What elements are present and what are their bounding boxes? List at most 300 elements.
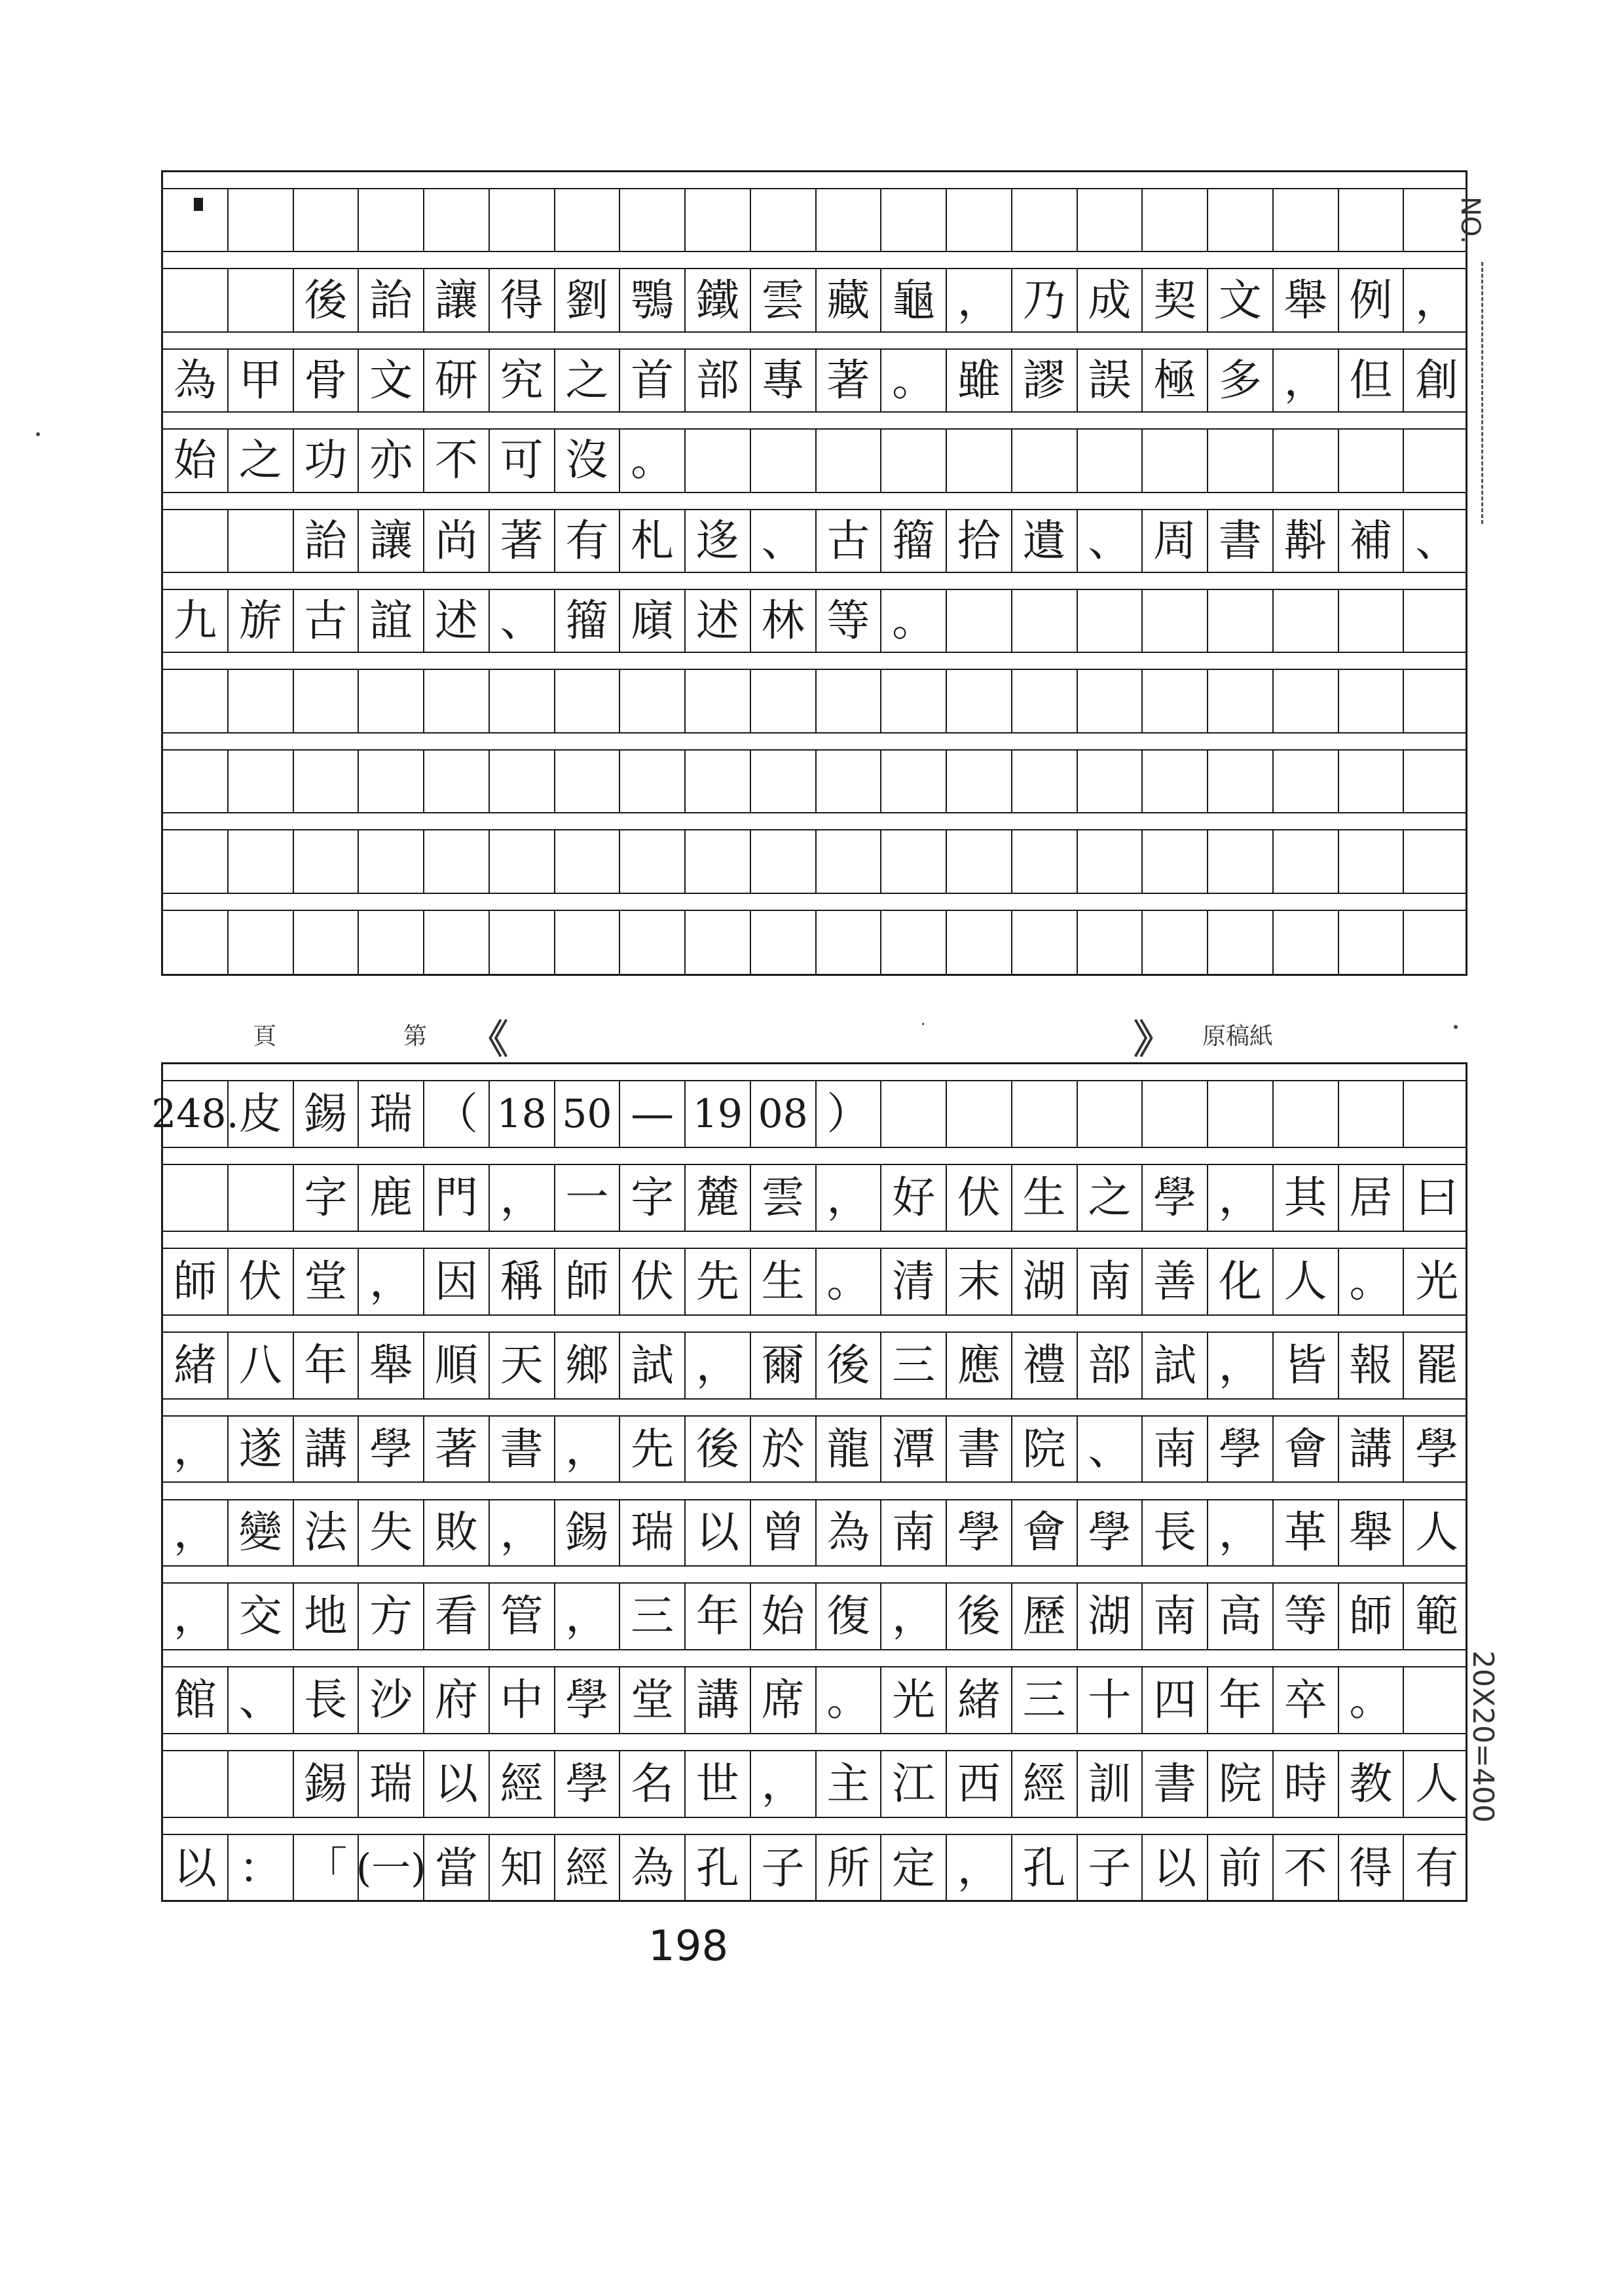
grid-cell [1078, 189, 1143, 251]
grid-cell [881, 430, 947, 491]
grid-cell: 前 [1208, 1835, 1274, 1902]
grid-cell: 誼 [359, 590, 424, 652]
grid-cell: 詒 [359, 269, 424, 331]
grid-cell: 長 [294, 1667, 360, 1733]
grid-cell: 骨 [294, 350, 360, 411]
grid-cell [424, 189, 490, 251]
grid-cell: 之 [229, 430, 294, 491]
grid-cell: 以 [163, 1835, 229, 1902]
grid-cell [1012, 189, 1078, 251]
grid-cell: 變 [229, 1500, 294, 1566]
grid-cell: 曾 [751, 1500, 817, 1566]
grid-cell: 江 [881, 1751, 947, 1817]
grid-cell: 拾 [947, 510, 1012, 572]
grid-cell [555, 189, 621, 251]
grid-cell: 以 [686, 1500, 751, 1566]
grid-cell: 居 [1339, 1165, 1405, 1231]
grid-cell: 報 [1339, 1333, 1405, 1398]
grid-cell: 試 [620, 1333, 686, 1398]
row-spacer-band [163, 333, 1466, 350]
grid-cell [229, 1751, 294, 1817]
grid-cell [1078, 911, 1143, 974]
grid-cell: 龍 [817, 1417, 882, 1482]
grid-cell [751, 830, 817, 892]
grid-cell: 契 [1143, 269, 1208, 331]
grid-cell: ， [817, 1165, 882, 1231]
grid-cell [1078, 430, 1143, 491]
grid-cell: 書 [1208, 510, 1274, 572]
grid-cell [881, 830, 947, 892]
grid-cell [1404, 911, 1469, 974]
grid-cell [620, 911, 686, 974]
grid-cell: 講 [1339, 1417, 1405, 1482]
grid-cell: 試 [1143, 1333, 1208, 1398]
grid-cell: 書 [947, 1417, 1012, 1482]
grid-row [163, 333, 1466, 413]
grid-cell: 謬 [1012, 350, 1078, 411]
grid-cell: 藏 [817, 269, 882, 331]
row-spacer-band [163, 413, 1466, 430]
grid-cell: 鐵 [686, 269, 751, 331]
grid-row [163, 1316, 1466, 1400]
grid-row [163, 894, 1466, 974]
grid-cell: 生 [751, 1249, 817, 1314]
grid-cell [947, 430, 1012, 491]
grid-cell [817, 911, 882, 974]
grid-cell: 之 [1078, 1165, 1143, 1231]
row-spacer-band [163, 573, 1466, 590]
grid-cell: ， [163, 1584, 229, 1649]
grid-cell [359, 830, 424, 892]
grid-cell: 經 [1012, 1751, 1078, 1817]
grid-cell [163, 911, 229, 974]
grid-cell: 後 [294, 269, 360, 331]
grid-cell: 。 [1339, 1667, 1405, 1733]
grid-cell: 堂 [294, 1249, 360, 1314]
grid-cell [1208, 670, 1274, 732]
grid-cell: 南 [881, 1500, 947, 1566]
grid-cell: 南 [1143, 1417, 1208, 1482]
grid-cell: ， [751, 1751, 817, 1817]
grid-cell [294, 911, 360, 974]
grid-cell: 地 [294, 1584, 360, 1649]
grid-cell [620, 751, 686, 812]
grid-row [163, 413, 1466, 493]
grid-cell: 多 [1208, 350, 1274, 411]
grid-cell [1208, 590, 1274, 652]
grid-cell: 極 [1143, 350, 1208, 411]
grid-cell [686, 911, 751, 974]
grid-cell: 述 [424, 590, 490, 652]
grid-cell: 緒 [163, 1333, 229, 1398]
grid-cell: 人 [1415, 1758, 1459, 1810]
grid-cell [163, 510, 229, 572]
grid-cell [1404, 670, 1469, 732]
grid-cell: 不 [1274, 1835, 1339, 1902]
grid-cell [490, 911, 555, 974]
grid-cell: 子 [751, 1835, 817, 1902]
grid-cell: 因 [424, 1249, 490, 1314]
grid-cell: ， [686, 1333, 751, 1398]
grid-cell: 西 [947, 1751, 1012, 1817]
grid-cell: 書 [1143, 1751, 1208, 1817]
grid-cell: 但 [1339, 350, 1405, 411]
grid-cell [947, 751, 1012, 812]
row-spacer-band [163, 894, 1466, 911]
grid-cell: 為 [620, 1835, 686, 1902]
grid-cell [490, 189, 555, 251]
grid-cell [424, 830, 490, 892]
grid-cell: 府 [424, 1667, 490, 1733]
grid-cell: 學 [1208, 1417, 1274, 1482]
grid-cell: 門 [424, 1165, 490, 1231]
grid-cell: 十 [1078, 1667, 1143, 1733]
grid-cell: 定 [881, 1835, 947, 1902]
grid-cell: 皮 [229, 1081, 294, 1147]
grid-cell: 乃 [1012, 269, 1078, 331]
grid-cell: 瑞 [359, 1751, 424, 1817]
grid-row [163, 1148, 1466, 1232]
grid-cell: 管 [490, 1584, 555, 1649]
grid-cell: 時 [1274, 1751, 1339, 1817]
grid-cell [1012, 830, 1078, 892]
grid-cell [229, 670, 294, 732]
grid-cell: 世 [686, 1751, 751, 1817]
grid-cell [817, 189, 882, 251]
grid-cell: 年 [686, 1584, 751, 1649]
grid-cell [1274, 670, 1339, 732]
grid-cell [686, 670, 751, 732]
grid-cell: 卒 [1274, 1667, 1339, 1733]
grid-cell: 光 [881, 1667, 947, 1733]
row-spacer-band [163, 1818, 1466, 1835]
grid-cell: 有 [555, 510, 621, 572]
grid-cell [163, 269, 229, 331]
grid-cell: 、 [229, 1667, 294, 1733]
grid-cell: 院 [1012, 1417, 1078, 1482]
grid-row [163, 1232, 1466, 1316]
grid-cell: 學 [359, 1417, 424, 1482]
grid-size-label: 20X20=400 [1466, 1650, 1500, 1823]
row-spacer-band [163, 1316, 1466, 1333]
grid-cell: ： [229, 1835, 294, 1902]
grid-row [151, 1064, 1466, 1148]
grid-cell [1012, 430, 1078, 491]
grid-cell [1143, 911, 1208, 974]
grid-cell [229, 269, 294, 331]
grid-cell [1404, 830, 1469, 892]
grid-cell: 鹿 [359, 1165, 424, 1231]
grid-cell: 人 [1274, 1249, 1339, 1314]
grid-cell: 等 [1274, 1584, 1339, 1649]
grid-row [163, 1818, 1466, 1902]
grid-cell: 南 [1078, 1249, 1143, 1314]
page-label: 頁 [253, 1023, 277, 1050]
grid-cell: 範 [1415, 1591, 1459, 1642]
row-spacer-band [163, 1650, 1466, 1667]
grid-cell [1208, 911, 1274, 974]
grid-cell [1339, 1081, 1405, 1147]
grid-cell: 。 [817, 1667, 882, 1733]
grid-cell [1143, 751, 1208, 812]
paper-label: 原稿紙 [1202, 1023, 1274, 1050]
grid-cell: 高 [1208, 1584, 1274, 1649]
grid-cell: 古 [294, 590, 360, 652]
row-spacer-band [163, 1400, 1466, 1417]
grid-cell [1404, 430, 1469, 491]
grid-cell: 08 [751, 1081, 817, 1147]
grid-cell [1078, 751, 1143, 812]
grid-cell: 伏 [620, 1249, 686, 1314]
grid-cell [881, 751, 947, 812]
grid-cell [294, 189, 360, 251]
grid-cell [686, 189, 751, 251]
grid-cell: 亦 [359, 430, 424, 491]
grid-cell: 研 [424, 350, 490, 411]
grid-cell: 等 [817, 590, 882, 652]
grid-cell: 會 [1012, 1500, 1078, 1566]
grid-cell [359, 670, 424, 732]
grid-cell: 法 [294, 1500, 360, 1566]
grid-cell: ， [490, 1500, 555, 1566]
grid-cell: 19 [686, 1081, 751, 1147]
grid-cell: 、 [751, 510, 817, 572]
grid-cell [751, 911, 817, 974]
grid-cell [229, 911, 294, 974]
grid-cell [555, 670, 621, 732]
manuscript-grid-bottom [151, 1062, 1467, 1902]
grid-cell [1078, 1081, 1143, 1147]
grid-cell: 席 [751, 1667, 817, 1733]
grid-cell [163, 751, 229, 812]
grid-cell: 師 [1339, 1584, 1405, 1649]
grid-cell [1339, 670, 1405, 732]
grid-cell [163, 670, 229, 732]
grid-cell: 遂 [229, 1417, 294, 1482]
grid-cell [163, 830, 229, 892]
grid-cell: ， [490, 1165, 555, 1231]
grid-cell: ， [1208, 1165, 1274, 1231]
grid-cell: 以 [1143, 1835, 1208, 1902]
grid-cell [294, 670, 360, 732]
grid-cell: 講 [686, 1667, 751, 1733]
grid-cell: 九 [163, 590, 229, 652]
grid-cell [229, 510, 294, 572]
grid-cell: 鶚 [620, 269, 686, 331]
grid-cell [1208, 751, 1274, 812]
grid-cell: 專 [751, 350, 817, 411]
grid-cell: 龜 [881, 269, 947, 331]
grid-cell: ， [555, 1417, 621, 1482]
grid-row [163, 734, 1466, 813]
grid-cell: 學 [555, 1751, 621, 1817]
grid-cell [947, 1081, 1012, 1147]
grid-cell: 補 [1339, 510, 1405, 572]
grid-cell [1143, 1081, 1208, 1147]
grid-cell: （ [424, 1081, 490, 1147]
grid-cell [947, 911, 1012, 974]
grid-cell [490, 670, 555, 732]
grid-cell [751, 751, 817, 812]
grid-cell: 書 [490, 1417, 555, 1482]
grid-cell: 述 [686, 590, 751, 652]
grid-cell [881, 1081, 947, 1147]
grid-cell: 學 [555, 1667, 621, 1733]
grid-cell [620, 189, 686, 251]
grid-cell: 堂 [620, 1667, 686, 1733]
grid-cell [817, 751, 882, 812]
row-spacer-band [163, 1567, 1466, 1584]
grid-cell: ， [1208, 1333, 1274, 1398]
grid-cell: 林 [751, 590, 817, 652]
grid-cell: 字 [620, 1165, 686, 1231]
grid-cell: ） [817, 1081, 882, 1147]
grid-cell [1143, 590, 1208, 652]
grid-cell: 。 [1339, 1249, 1405, 1314]
grid-cell [947, 670, 1012, 732]
grid-cell: 錫 [294, 1751, 360, 1817]
grid-cell: 248. [163, 1081, 229, 1147]
grid-cell: 之 [555, 350, 621, 411]
grid-cell: 得 [1339, 1835, 1405, 1902]
grid-cell: 札 [620, 510, 686, 572]
grid-cell: 後 [686, 1417, 751, 1482]
grid-cell: 所 [817, 1835, 882, 1902]
grid-cell: 於 [751, 1417, 817, 1482]
grid-cell: 。 [620, 430, 686, 491]
grid-cell [686, 830, 751, 892]
grid-cell [1339, 911, 1405, 974]
grid-cell: 錫 [555, 1500, 621, 1566]
grid-cell: ， [1274, 350, 1339, 411]
grid-cell: 長 [1143, 1500, 1208, 1566]
grid-cell: 三 [1012, 1667, 1078, 1733]
grid-cell: 學 [1143, 1165, 1208, 1231]
grid-cell: 舉 [359, 1333, 424, 1398]
row-spacer-band [163, 1148, 1466, 1165]
grid-cell [294, 830, 360, 892]
grid-cell [294, 751, 360, 812]
grid-cell: 雖 [947, 350, 1012, 411]
grid-cell: 應 [947, 1333, 1012, 1398]
grid-cell: 人 [1415, 1507, 1459, 1558]
grid-cell: ， [881, 1584, 947, 1649]
grid-cell: 旂 [229, 590, 294, 652]
grid-cell: 伏 [947, 1165, 1012, 1231]
grid-cell: 稱 [490, 1249, 555, 1314]
grid-cell [1143, 430, 1208, 491]
grid-cell: 文 [1208, 269, 1274, 331]
grid-cell [490, 751, 555, 812]
row-spacer-band [163, 1734, 1466, 1751]
grid-cell: 迻 [686, 510, 751, 572]
grid-cell: 甲 [229, 350, 294, 411]
paper-label-strip [161, 1009, 1467, 1063]
grid-cell: 部 [686, 350, 751, 411]
grid-cell: 究 [490, 350, 555, 411]
grid-cell [229, 189, 294, 251]
grid-cell: 當 [424, 1835, 490, 1902]
grid-cell [1208, 430, 1274, 491]
grid-cell: 可 [490, 430, 555, 491]
grid-cell: 以 [424, 1751, 490, 1817]
grid-cell [817, 830, 882, 892]
grid-cell: 先 [620, 1417, 686, 1482]
grid-cell: 八 [229, 1333, 294, 1398]
grid-cell [1078, 590, 1143, 652]
grid-cell [1274, 430, 1339, 491]
grid-cell: 有 [1415, 1843, 1459, 1894]
grid-cell [686, 751, 751, 812]
grid-cell: 年 [1208, 1667, 1274, 1733]
grid-cell: 始 [751, 1584, 817, 1649]
row-spacer-band [163, 734, 1466, 751]
grid-cell: 著 [424, 1417, 490, 1482]
grid-cell [817, 430, 882, 491]
grid-cell: 舉 [1274, 269, 1339, 331]
grid-cell [881, 670, 947, 732]
grid-cell [1274, 911, 1339, 974]
grid-cell: 得 [490, 269, 555, 331]
grid-cell: 瑞 [359, 1081, 424, 1147]
grid-cell [947, 189, 1012, 251]
grid-cell: 南 [1143, 1584, 1208, 1649]
grid-cell [163, 1751, 229, 1817]
grid-cell: 鄉 [555, 1333, 621, 1398]
grid-cell: 三 [620, 1584, 686, 1649]
grid-cell: 爾 [751, 1333, 817, 1398]
grid-cell: 光 [1415, 1255, 1459, 1307]
grid-cell: 麓 [686, 1165, 751, 1231]
grid-cell: ， [163, 1417, 229, 1482]
order-label: 第 [403, 1023, 428, 1050]
grid-cell: 始 [163, 430, 229, 491]
grid-cell: 斠 [1274, 510, 1339, 572]
grid-cell: 瑞 [620, 1500, 686, 1566]
grid-cell: 禮 [1012, 1333, 1078, 1398]
grid-cell: 學 [947, 1500, 1012, 1566]
grid-cell: 館 [163, 1667, 229, 1733]
grid-cell: 罷 [1415, 1339, 1459, 1390]
row-spacer-band [163, 252, 1466, 269]
grid-cell: 學 [1078, 1500, 1143, 1566]
grid-cell: 成 [1078, 269, 1143, 331]
grid-cell: 籀 [555, 590, 621, 652]
grid-cell [490, 830, 555, 892]
grid-cell: 功 [294, 430, 360, 491]
grid-cell [1339, 751, 1405, 812]
manuscript-grid-top [161, 170, 1467, 976]
grid-cell [1339, 590, 1405, 652]
grid-cell: 沒 [555, 430, 621, 491]
number-label: NO. [1455, 196, 1485, 244]
grid-cell: 一 [555, 1165, 621, 1231]
grid-cell: 著 [817, 350, 882, 411]
page-number: 198 [648, 1922, 729, 1971]
grid-cell: 善 [1143, 1249, 1208, 1314]
row-spacer-band [163, 1064, 1466, 1081]
number-dash-line [1481, 262, 1483, 524]
grid-cell: ， [1208, 1500, 1274, 1566]
grid-cell [751, 189, 817, 251]
grid-cell: 中 [490, 1667, 555, 1733]
grid-cell: 革 [1274, 1500, 1339, 1566]
grid-cell: 交 [229, 1584, 294, 1649]
grid-cell: 年 [294, 1333, 360, 1398]
grid-cell: 院 [1208, 1751, 1274, 1817]
grid-cell: 師 [555, 1249, 621, 1314]
grid-cell [1012, 1081, 1078, 1147]
